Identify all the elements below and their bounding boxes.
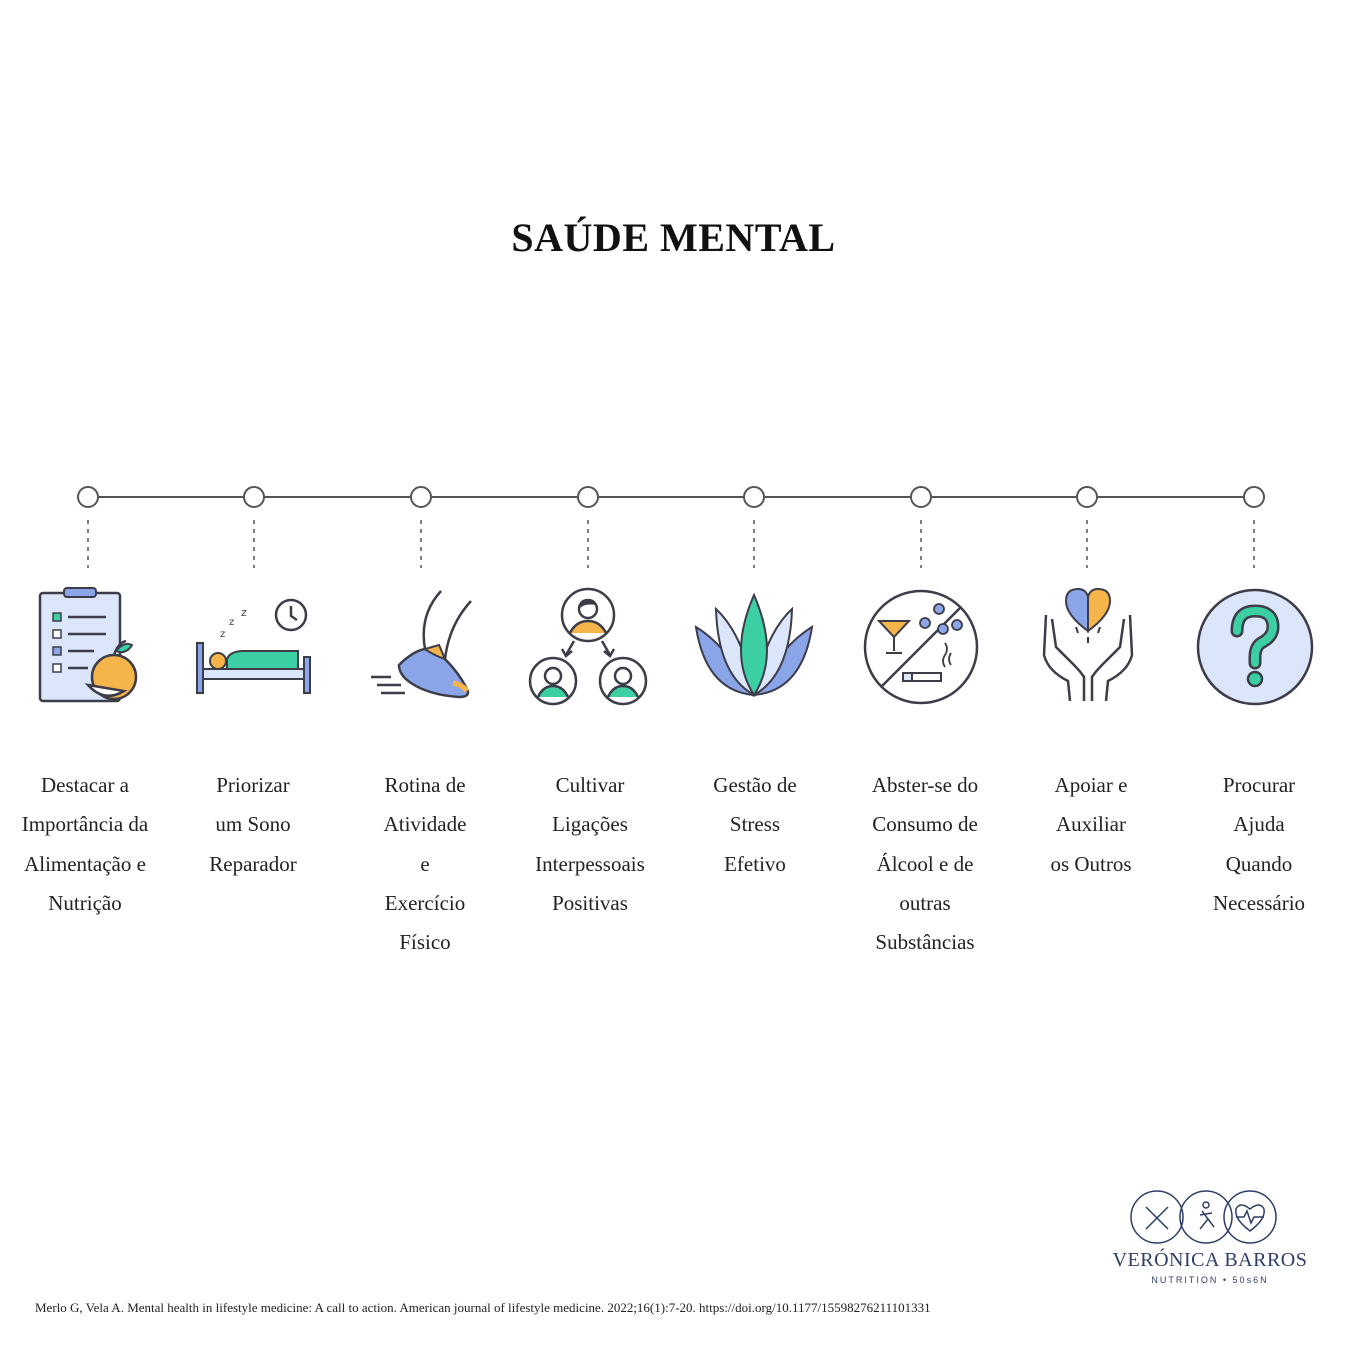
logo-emblem (1110, 1185, 1310, 1249)
pillar-label-sleep: Priorizar um Sono Reparador (209, 773, 297, 876)
timeline-node (244, 487, 264, 507)
svg-text:z: z (220, 629, 226, 640)
timeline-node (411, 487, 431, 507)
timeline-node (578, 487, 598, 507)
page-title: SAÚDE MENTAL (511, 215, 836, 260)
clipboard-apple-icon (26, 585, 150, 709)
hands-heart-icon (1026, 585, 1150, 709)
lotus-icon (692, 585, 816, 709)
logo-name: VERÓNICA BARROS (1112, 1249, 1308, 1271)
sleeping-bed-icon (192, 585, 316, 709)
pillar-label-substances: Abster-se do Consumo de Álcool e de outras Substâncias (871, 773, 979, 955)
svg-text:z: z (229, 617, 235, 628)
timeline-node (78, 487, 98, 507)
pillar-label-support: Apoiar e Auxiliar os Outros (1050, 773, 1132, 876)
timeline-node (1244, 487, 1264, 507)
pillar-label-exercise: Rotina de Atividade e Exercício Físico (383, 773, 467, 955)
pillar-label-help: Procurar Ajuda Quando Necessário (1212, 773, 1306, 915)
connected-people-icon (526, 585, 650, 709)
pillar-label-connections: Cultivar Ligações Interpessoais Positivas (535, 773, 645, 915)
brand-logo (1110, 1185, 1310, 1295)
running-shoe-icon (359, 585, 483, 709)
timeline-node (1077, 487, 1097, 507)
pillar-label-stress: Gestão de Stress Efetivo (713, 773, 797, 876)
pillar-label-nutrition: Destacar a Importância da Alimentação e Nutrição (21, 773, 149, 915)
logo-subtitle: NUTRITION • 50s6N (1151, 1275, 1269, 1285)
citation: Merlo G, Vela A. Mental health in lifestyle medicine: A call to action. American journal of lifestyle medicine. 2022;16(1):7-20. https://doi.org/10.1177/15598276211101331 (35, 1300, 931, 1315)
timeline-node (911, 487, 931, 507)
no-alcohol-drugs-icon (859, 585, 983, 709)
svg-text:z: z (241, 606, 247, 619)
question-mark-icon (1193, 585, 1317, 709)
timeline-node (744, 487, 764, 507)
